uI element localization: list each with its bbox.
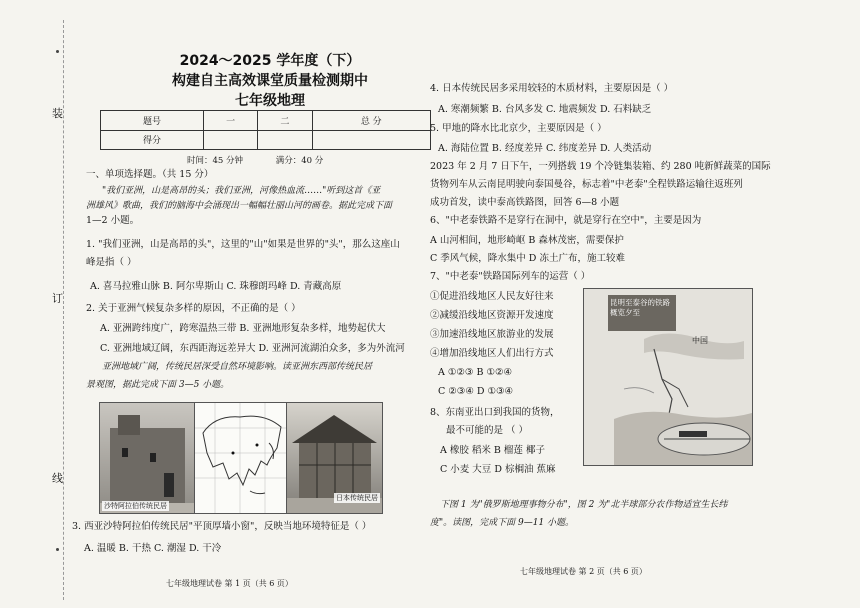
railway-map-caption: 昆明至泰谷的铁路 概览夕至: [610, 298, 670, 317]
score-cell: [204, 130, 258, 150]
question-6-options-cd: C 季风气候，降水集中 D 冻土广布，施工较难: [430, 253, 625, 264]
question-2-options-ab: A. 亚洲跨纬度广，跨寒温热三带 B. 亚洲地形复杂多样，地势起伏大: [100, 323, 386, 334]
question-7-item-4: ④增加沿线地区人们出行方式: [430, 348, 554, 359]
passage-line: 货物列车从云南昆明驶向泰国曼谷，标志着"中老泰"全程铁路运输往返班列: [430, 179, 743, 190]
japan-house-caption: 日本传统民居: [336, 494, 378, 502]
question-3-options: A. 温暖 B. 干热 C. 潮湿 D. 干冷: [84, 543, 222, 554]
exam-time: 时间：45 分钟: [187, 156, 244, 166]
question-7-item-1: ①促进沿线地区人民友好往来: [430, 291, 554, 302]
passage-line: 下图 1 为"俄罗斯地理事物分布"，图 2 为"北半球部分农作物适宜生长纬: [440, 500, 728, 510]
question-7: 7、"中老泰"铁路国际列车的运营（ ）: [430, 271, 591, 282]
question-6: 6、"中老泰铁路不是穿行在洞中，就是穿行在空中"，主要是因为: [430, 215, 702, 226]
punch-dot: [56, 50, 59, 53]
exam-full-score: 满分：40 分: [275, 156, 324, 166]
question-1-options: A. 喜马拉雅山脉 B. 阿尔卑斯山 C. 珠穆朗玛峰 D. 青藏高原: [90, 281, 342, 292]
punch-dot: [56, 548, 59, 551]
passage-line: 1—2 小题。: [86, 215, 140, 226]
score-cell: [312, 130, 431, 150]
question-7-options-ab: A ①②③ B ①②④: [438, 367, 513, 378]
question-4-options: A. 寒潮频繁 B. 台风多发 C. 地震频发 D. 石料缺乏: [438, 104, 652, 115]
asia-map: [194, 402, 288, 514]
question-7-item-2: ②减缓沿线地区资源开发速度: [430, 310, 554, 321]
binding-char-3: 线: [52, 472, 63, 485]
saudi-house-caption: 沙特阿拉伯传统民居: [104, 502, 167, 510]
railway-map-image: [583, 288, 753, 466]
question-4: 4. 日本传统民居多采用较轻的木质材料，主要原因是（ ）: [430, 83, 674, 94]
question-8-cont: 最不可能的是 （ ）: [446, 425, 529, 436]
japan-house-photo: [286, 402, 383, 514]
question-7-options-cd: C ②③④ D ①③④: [438, 386, 514, 397]
score-header: 二: [258, 111, 312, 131]
exam-year-title: 2024～2025 学年度（下）: [179, 53, 361, 69]
map-label-china: 中国: [692, 336, 708, 345]
question-1: 1. "我们亚洲，山是高昂的头"，这里的"山"如果是世界的"头"，那么这座山: [86, 239, 400, 250]
section-heading: 一、单项选择题。（共 15 分）: [86, 169, 214, 180]
question-2: 2. 关于亚洲气候复杂多样的原因，不正确的是（ ）: [86, 303, 301, 314]
saudi-house-photo: [99, 402, 196, 514]
exam-subject-title: 七年级地理: [235, 93, 305, 109]
score-header: 总 分: [312, 111, 431, 131]
passage-line: 洲雄风》歌曲，我们的脑海中会涌现出一幅幅壮丽山河的画卷。据此完成下面: [86, 201, 393, 211]
question-8: 8、东南亚出口到我国的货物，: [430, 407, 560, 418]
score-header: 一: [204, 111, 258, 131]
question-7-item-3: ③加速沿线地区旅游业的发展: [430, 329, 554, 340]
score-cell: [258, 130, 312, 150]
asia-outline-map: [195, 403, 287, 513]
question-1-cont: 峰是指（ ）: [86, 257, 137, 268]
binding-line: [63, 20, 64, 600]
passage-line: 成功首发，读中泰高铁路图，回答 6—8 小题: [430, 197, 620, 208]
score-row-label: 得分: [101, 130, 204, 150]
passage-line: 2023 年 2 月 7 日下午，一列搭载 19 个冷链集装箱、约 280 吨新鲜蔬菜的国际: [430, 161, 771, 172]
score-header: 题号: [101, 111, 204, 131]
binding-char-1: 装: [52, 107, 63, 120]
passage-line: 亚洲地域广阔，传统民居深受自然环境影响。读亚洲东西部传统民居: [102, 362, 373, 372]
saudi-house-illustration: [100, 403, 195, 513]
passage-line: 景观图，据此完成下面 3—5 小题。: [86, 380, 230, 390]
question-8-options-cd: C 小麦 大豆 D 棕榈油 蕉麻: [440, 464, 556, 475]
page-footer-left: 七年级地理试卷 第 1 页（共 6 页）: [166, 579, 293, 588]
exam-name-title: 构建自主高效课堂质量检测期中: [172, 73, 368, 89]
question-3: 3. 西亚沙特阿拉伯传统民居"平顶厚墙小窗"，反映当地环境特征是（ ）: [72, 521, 372, 532]
question-6-options-ab: A 山河相间，地形崎岖 B 森林茂密，需要保护: [430, 235, 624, 246]
question-2-options-cd: C. 亚洲地域辽阔，东西距海远差异大 D. 亚洲河流湖泊众多，多为外流河: [100, 343, 405, 354]
passage-line: "我们亚洲，山是高昂的头；我们亚洲，河像热血流……"听到这首《亚: [102, 186, 381, 196]
question-8-options-ab: A 橡胶 稻米 B 榴莲 椰子: [440, 445, 545, 456]
question-5-options: A. 海陆位置 B. 经度差异 C. 纬度差异 D. 人类活动: [438, 143, 652, 154]
exam-meta: [187, 154, 353, 166]
passage-line: 度"。读图，完成下面 9—11 小题。: [430, 518, 575, 528]
score-table: [100, 110, 431, 150]
binding-char-2: 订: [52, 292, 63, 305]
question-5: 5. 甲地的降水比北京少，主要原因是（ ）: [430, 123, 607, 134]
page-footer-right: 七年级地理试卷 第 2 页（共 6 页）: [520, 567, 647, 576]
